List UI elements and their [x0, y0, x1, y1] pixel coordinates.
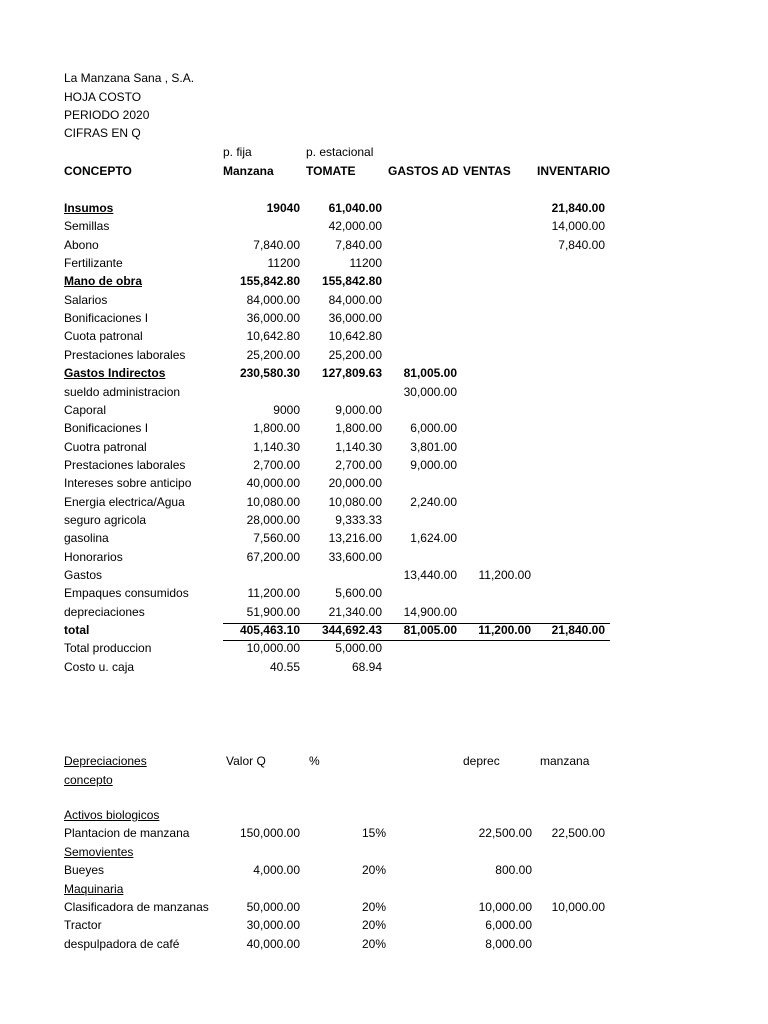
col-header-gastos-ad: GASTOS AD: [388, 164, 459, 178]
row-label: Gastos Indirectos: [64, 366, 166, 380]
row-label: gasolina: [64, 531, 109, 545]
dep-cell-valor: 4,000.00: [253, 863, 300, 877]
cell-inventario: 21,840.00: [551, 201, 605, 215]
row-label: sueldo administracion: [64, 385, 181, 399]
total-top-border: [223, 623, 610, 624]
cell-manzana: 28,000.00: [246, 513, 300, 527]
cell-inventario: 14,000.00: [551, 219, 605, 233]
cell-gastos: 81,005.00: [403, 623, 457, 637]
dep-row-label: Tractor: [64, 918, 102, 932]
row-label: Energia electrica/Agua: [64, 495, 185, 509]
cell-manzana: 67,200.00: [246, 550, 300, 564]
row-label: Fertilizante: [64, 256, 123, 270]
cell-tomate: 9,000.00: [335, 403, 382, 417]
cell-tomate: 1,800.00: [335, 421, 382, 435]
cell-tomate: 1,140.30: [335, 440, 382, 454]
dep-concepto-label: concepto: [64, 773, 113, 787]
dep-col-header-deprec: deprec: [463, 754, 500, 768]
row-label: Cuota patronal: [64, 329, 143, 343]
cell-gastos: 3,801.00: [410, 440, 457, 454]
dep-row-label: Clasificadora de manzanas: [64, 900, 209, 914]
dep-cell-valor: 50,000.00: [246, 900, 300, 914]
cell-gastos: 9,000.00: [410, 458, 457, 472]
cell-manzana: 40.55: [269, 660, 300, 674]
cell-tomate: 2,700.00: [335, 458, 382, 472]
cell-ventas: 11,200.00: [478, 623, 531, 637]
cell-gastos: 6,000.00: [410, 421, 457, 435]
row-label: Cuotra patronal: [64, 440, 147, 454]
company-name: La Manzana Sana , S.A.: [64, 71, 195, 85]
row-label: Intereses sobre anticipo: [64, 476, 192, 490]
row-label: Salarios: [64, 293, 108, 307]
dep-cell-deprec: 8,000.00: [485, 937, 532, 951]
row-label: Bonificaciones I: [64, 421, 149, 435]
cell-manzana: 11,200.00: [247, 586, 300, 600]
cell-manzana: 11200: [267, 256, 300, 270]
cell-manzana: 405,463.10: [239, 623, 300, 637]
row-label: total: [64, 623, 90, 637]
cell-tomate: 61,040.00: [328, 201, 382, 215]
cell-tomate: 84,000.00: [328, 293, 382, 307]
cell-manzana: 9000: [273, 403, 300, 417]
cell-manzana: 7,840.00: [253, 238, 300, 252]
cell-tomate: 42,000.00: [328, 219, 382, 233]
col-header-concepto: CONCEPTO: [64, 164, 132, 178]
row-label: Empaques consumidos: [64, 586, 189, 600]
dep-category-label: Semovientes: [64, 845, 134, 859]
dep-row-label: Plantacion de manzana: [64, 826, 190, 840]
row-label: Insumos: [64, 201, 114, 215]
col-header-ventas: VENTAS: [463, 164, 511, 178]
dep-cell-deprec: 6,000.00: [485, 918, 532, 932]
row-label: Caporal: [64, 403, 107, 417]
cell-manzana: 2,700.00: [253, 458, 300, 472]
col-header-tomate: TOMATE: [306, 164, 356, 178]
dep-row-label: despulpadora de café: [64, 937, 180, 951]
cell-tomate: 7,840.00: [335, 238, 382, 252]
dep-cell-pct: 20%: [361, 937, 386, 951]
cell-tomate: 127,809.63: [321, 366, 382, 380]
period-label: PERIODO 2020: [64, 108, 150, 122]
subheader-seasonal: p. estacional: [306, 145, 374, 159]
row-label: Mano de obra: [64, 274, 143, 288]
col-header-inventario: INVENTARIO: [537, 164, 611, 178]
cell-gastos: 1,624.00: [410, 531, 457, 545]
cell-gastos: 81,005.00: [403, 366, 457, 380]
row-label: Costo u. caja: [64, 660, 135, 674]
row-label: seguro agricola: [64, 513, 147, 527]
dep-category-label: Maquinaria: [64, 882, 124, 896]
depreciation-title: Depreciaciones: [64, 754, 147, 768]
cell-tomate: 11200: [349, 256, 382, 270]
row-label: Semillas: [64, 219, 110, 233]
row-label: depreciaciones: [64, 605, 145, 619]
cell-tomate: 13,216.00: [328, 531, 382, 545]
cell-gastos: 30,000.00: [403, 385, 457, 399]
cell-tomate: 25,200.00: [328, 348, 382, 362]
row-label: Gastos: [64, 568, 103, 582]
dep-cell-valor: 40,000.00: [246, 937, 300, 951]
cell-manzana: 1,800.00: [253, 421, 300, 435]
cell-manzana: 10,000.00: [246, 641, 300, 655]
cell-manzana: 51,900.00: [246, 605, 300, 619]
cell-manzana: 1,140.30: [253, 440, 300, 454]
cell-ventas: 11,200.00: [478, 568, 531, 582]
cell-tomate: 36,000.00: [328, 311, 382, 325]
total-bottom-border: [223, 640, 610, 641]
dep-cell-valor: 150,000.00: [239, 826, 300, 840]
cell-tomate: 10,642.80: [328, 329, 382, 343]
dep-cell-deprec: 10,000.00: [478, 900, 532, 914]
cell-tomate: 155,842.80: [321, 274, 382, 288]
dep-cell-pct: 15%: [361, 826, 386, 840]
currency-label: CIFRAS EN Q: [64, 126, 141, 140]
cell-tomate: 33,600.00: [328, 550, 382, 564]
cell-tomate: 10,080.00: [328, 495, 382, 509]
dep-cell-pct: 20%: [361, 900, 386, 914]
cell-inventario: 21,840.00: [551, 623, 605, 637]
cell-tomate: 9,333.33: [335, 513, 382, 527]
cell-manzana: 10,080.00: [246, 495, 300, 509]
cell-manzana: 230,580.30: [239, 366, 300, 380]
cell-gastos: 2,240.00: [410, 495, 457, 509]
cell-tomate: 68.94: [351, 660, 382, 674]
cell-manzana: 25,200.00: [246, 348, 300, 362]
cell-manzana: 10,642.80: [246, 329, 300, 343]
document-title: HOJA COSTO: [64, 90, 142, 104]
cell-manzana: 155,842.80: [239, 274, 300, 288]
dep-col-header-manzana: manzana: [540, 754, 590, 768]
col-header-manzana: Manzana: [223, 164, 274, 178]
dep-cell-valor: 30,000.00: [246, 918, 300, 932]
dep-row-label: Bueyes: [64, 863, 105, 877]
cell-tomate: 344,692.43: [321, 623, 382, 637]
subheader-fixed: p. fija: [223, 145, 252, 159]
cell-tomate: 5,000.00: [335, 641, 382, 655]
cell-manzana: 40,000.00: [246, 476, 300, 490]
row-label: Prestaciones laborales: [64, 348, 186, 362]
cell-manzana: 84,000.00: [246, 293, 300, 307]
cell-manzana: 7,560.00: [253, 531, 300, 545]
cell-manzana: 36,000.00: [246, 311, 300, 325]
dep-cell-deprec: 22,500.00: [478, 826, 532, 840]
cell-tomate: 20,000.00: [328, 476, 382, 490]
row-label: Total produccion: [64, 641, 152, 655]
dep-cell-deprec: 800.00: [495, 863, 532, 877]
row-label: Prestaciones laborales: [64, 458, 186, 472]
row-label: Abono: [64, 238, 99, 252]
cell-tomate: 5,600.00: [335, 586, 382, 600]
dep-col-header-valor: Valor Q: [226, 754, 266, 768]
dep-cell-pct: 20%: [361, 863, 386, 877]
dep-cell-manzana: 22,500.00: [551, 826, 605, 840]
dep-cell-manzana: 10,000.00: [551, 900, 605, 914]
row-label: Bonificaciones I: [64, 311, 149, 325]
dep-cell-pct: 20%: [361, 918, 386, 932]
dep-category-label: Activos biologicos: [64, 808, 160, 822]
cell-gastos: 13,440.00: [403, 568, 457, 582]
row-label: Honorarios: [64, 550, 123, 564]
cell-tomate: 21,340.00: [328, 605, 382, 619]
cell-manzana: 19040: [266, 201, 300, 215]
cell-gastos: 14,900.00: [403, 605, 457, 619]
dep-col-header-pct: %: [309, 754, 320, 768]
cell-inventario: 7,840.00: [558, 238, 605, 252]
